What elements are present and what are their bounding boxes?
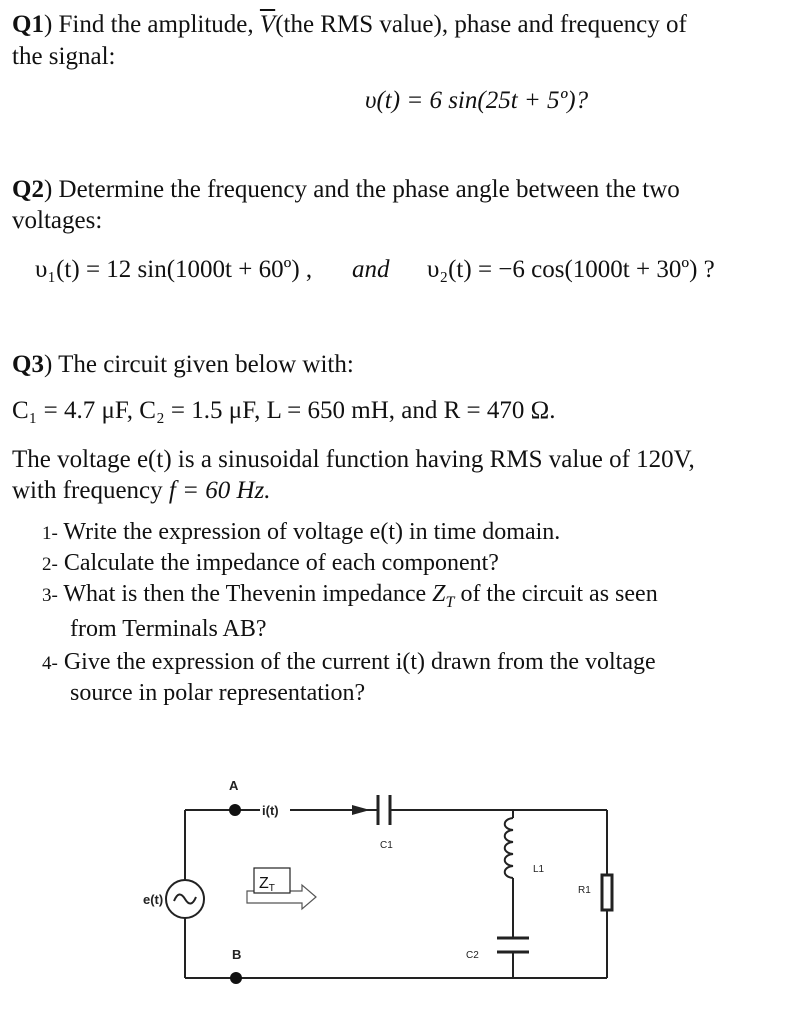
q1-line-2: the signal:	[12, 43, 116, 70]
resistor-r1-icon	[602, 875, 612, 910]
list-item-number: 3-	[42, 585, 58, 606]
zt-symbol: Z	[432, 581, 446, 607]
list-item-text: Write the expression of voltage e(t) in time domain.	[63, 519, 561, 545]
q3-line-3: The voltage e(t) is a sinusoidal function having RMS value of 120V,	[12, 446, 695, 473]
current-arrow-icon	[352, 805, 370, 815]
q3-label: Q3	[12, 351, 44, 378]
list-item-text: Give the expression of the current i(t) drawn from the voltage	[63, 649, 656, 675]
q2-text-line1: ) Determine the frequency and the phase angle between the two	[43, 176, 680, 203]
c2-label: C2	[466, 950, 479, 961]
circuit-wires	[185, 810, 607, 978]
terminal-a-label: A	[229, 778, 239, 793]
capacitor-c2-icon	[497, 938, 529, 952]
l1-label: L1	[533, 864, 545, 875]
list-item-number: 2-	[42, 554, 58, 575]
r1-label: R1	[578, 885, 591, 896]
q3-text-line1: ) The circuit given below with:	[43, 351, 354, 378]
list-item-number: 4-	[42, 653, 58, 674]
q2-line-2: voltages:	[12, 207, 103, 234]
q2-label: Q2	[12, 176, 44, 203]
zt-box-subscript: T	[268, 883, 275, 894]
list-item-text-a: What is then the Thevenin impedance	[63, 581, 433, 607]
q1-text-part2: (the RMS value), phase and frequency of	[275, 11, 687, 38]
list-item-number: 1-	[42, 523, 58, 544]
q1-label: Q1	[12, 11, 44, 38]
current-label: i(t)	[262, 803, 279, 818]
q2-equation-1: υ₁(t) = 12 sin(1000t + 60º) ,	[35, 256, 313, 283]
q1-text-part1: ) Find the amplitude,	[43, 11, 260, 38]
zt-subscript: T	[445, 593, 455, 611]
capacitor-c1-icon	[378, 795, 390, 825]
c1-label: C1	[380, 840, 393, 851]
zt-box-letter: Z	[259, 875, 269, 892]
q3-values-line: C₁ = 4.7 μF, C₂ = 1.5 μF, L = 650 mH, and R = 470 Ω.	[12, 397, 556, 424]
inductor-l1-icon	[505, 818, 513, 878]
source-label: e(t)	[143, 892, 164, 907]
q1-equation: υ(t) = 6 sin(25t + 5º)?	[365, 87, 589, 114]
terminal-a-icon	[229, 804, 241, 816]
list-item-text-b: of the circuit as seen	[454, 581, 658, 607]
ac-source-icon	[166, 880, 204, 918]
q3-text-line4a: with frequency	[12, 477, 169, 504]
list-item-4-cont: source in polar representation?	[70, 680, 366, 706]
list-item-3-cont: from Terminals AB?	[70, 616, 267, 642]
terminal-b-icon	[230, 972, 242, 984]
q3-frequency: f = 60 Hz.	[168, 477, 271, 504]
terminal-b-label: B	[232, 947, 242, 962]
q2-and-word: and	[352, 256, 390, 283]
q2-equation-2: υ₂(t) = −6 cos(1000t + 30º) ?	[427, 256, 715, 283]
v-rms-symbol: $\overline{V}$	[259, 11, 276, 38]
list-item-text: Calculate the impedance of each component?	[63, 550, 499, 576]
